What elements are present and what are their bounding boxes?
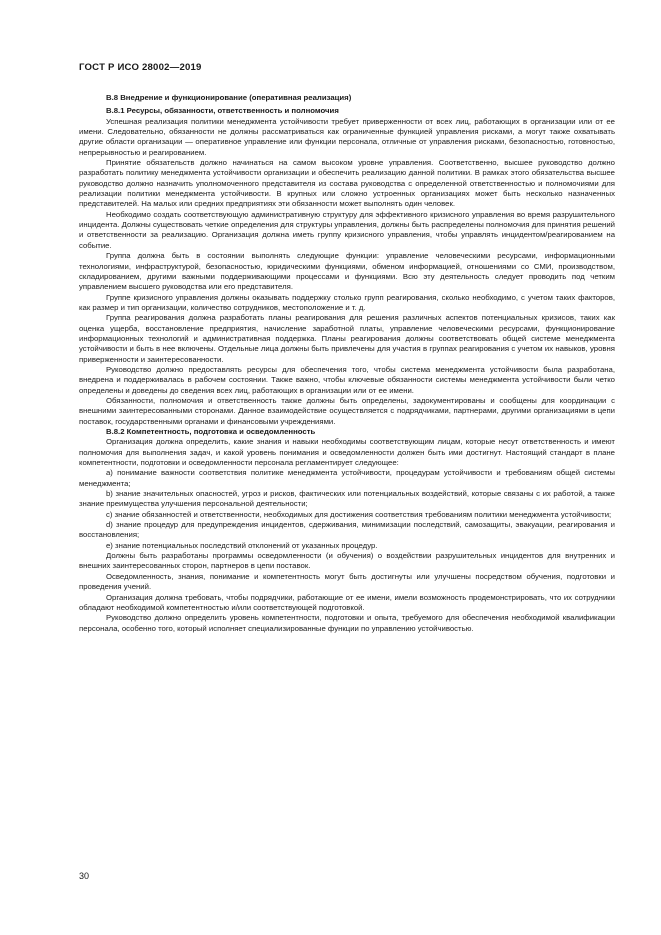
paragraph: Руководство должно предоставлять ресурсы для обеспечения того, чтобы система менеджмента устойчивости была разработана, внедрена и поддерживалась в рабочем состоянии. Также важно, чтобы ключевые обязанности системы менеджмента устойчивости были четко определены и доведены до сведения всех лиц, работающих в организации или от ее имени. (79, 364, 615, 395)
list-item: a) понимание важности соответствия политике менеджмента устойчивости, процедурам устойчивости и требованиям общей системы менеджмента; (79, 468, 615, 488)
document-header: ГОСТ Р ИСО 28002—2019 (79, 62, 202, 73)
paragraph: Группа должна быть в состоянии выполнять следующие функции: управление человеческими ресурсами, информационными технологиями, инфраструктурой, безопасностью, юридическими функциями, обменом информацией, отношениями со СМИ, производством, складированием, другими важными поддерживающими процессами и функциями. Всю эту деятельность следует проводить под четким управлением высшего руководства или его представителя. (79, 251, 615, 292)
paragraph: Организация должна требовать, чтобы подрядчики, работающие от ее имени, имели возможность продемонстрировать, что их сотрудники обладают необходимой компетентностью и/или соответствующей подготовкой. (79, 592, 615, 612)
page-number: 30 (79, 871, 90, 881)
paragraph: Группа реагирования должна разработать планы реагирования для решения различных аспектов потенциальных кризисов, таких как оценка ущерба, восстановление предприятия, начисление заработной платы, управление человеческими ресурсами, функционирование информационных технологий и административная поддержка. Планы реагирования должны соответствовать общей системе менеджмента устойчивости и быть в нее включены. Отдельные лица должны быть привлечены для участия в группах реагирования с учетом их навыков, уровня приверженности и заинтересованности. (79, 313, 615, 364)
paragraph: Обязанности, полномочия и ответственность также должны быть определены, задокументированы и сообщены для координации с внешними заинтересованными сторонами. Данное взаимодействие осуществляется с подрядчиками, партнерами, другими организациями в цепи поставок, государственными органами и финансовыми учреждениями. (79, 395, 615, 426)
document-body (79, 93, 615, 634)
list-item: d) знание процедур для предупреждения инцидентов, сдерживания, минимизации последствий, самозащиты, эвакуации, реагирования и восстановления; (79, 520, 615, 540)
paragraph: Осведомленность, знания, понимание и компетентность могут быть достигнуты или улучшены посредством обучения, подготовки и проведения учений. (79, 571, 615, 592)
paragraph: Успешная реализация политики менеджмента устойчивости требует приверженности от всех лиц, работающих в организации или от ее имени. Следовательно, обязанности не должны рассматриваться как ограниченные функцией управления рисками, а могут также охватывать другие области организации — оперативное управление или функции персонала, отличные от управления рисками, безопасностью, готовностью, непрерывностью и реагированием. (79, 116, 615, 157)
paragraph: Организация должна определить, какие знания и навыки необходимы соответствующим лицам, которые несут ответственность и имеют полномочия для выполнения задач, и какой уровень понимания и осведомленности должен быть ими достигнут. Настоящий стандарт в плане компетентности, подготовки и осведомленности персонала регламентирует следующее: (79, 437, 615, 468)
paragraph: Группе кризисного управления должны оказывать поддержку столько групп реагирования, сколько необходимо, с учетом таких факторов, как размер и тип организации, количество сотрудников, местоположение и т. д. (79, 292, 615, 312)
list-item: b) знание значительных опасностей, угроз и рисков, фактических или потенциальных воздействий, которые связаны с их работой, а также знание преимущества улучшения персональной деятельности; (79, 489, 615, 509)
paragraph: Необходимо создать соответствующую административную структуру для эффективного кризисного управления во время разрушительного инцидента. Должны существовать четкие определения для структуры управления, должны быть распределены полномочия для принятия решений и ответственности за реализацию. Организация должна иметь группу кризисного управления, чтобы управлять инцидентом/реагированием на событие. (79, 209, 615, 250)
paragraph: Должны быть разработаны программы осведомленности (и обучения) о воздействии разрушительных инцидентов для внутренних и внешних заинтересованных сторон, партнеров в цепи поставок. (79, 551, 615, 571)
subsection-heading-b82: B.8.2 Компетентность, подготовка и осведомленность (106, 427, 316, 436)
paragraph: Принятие обязательств должно начинаться на самом высоком уровне управления. Соответственно, высшее руководство должно разработать политику менеджмента устойчивости организации и обеспечить реализацию данной политики. В рамках этого обязательства высшее руководство должно назначить уполномоченного представителя из состава руководства с определенной ответственностью и полномочиями для реализации политики менеджмента устойчивости. В крупных или сложно устроенных организациях может быть несколько назначенных представителей. На малых или средних предприятиях эти обязанности может выполнять один человек. (79, 158, 615, 209)
section-heading-b8: B.8 Внедрение и функционирование (оперативная реализация) (106, 93, 352, 102)
subsection-heading-b81: B.8.1 Ресурсы, обязанности, ответственность и полномочия (106, 106, 339, 116)
list-item: e) знание потенциальных последствий отклонений от указанных процедур. (106, 540, 378, 550)
list-item: c) знание обязанностей и ответственности, необходимых для достижения соответствия требованиям политики менеджмента устойчивости; (106, 509, 612, 519)
paragraph: Руководство должно определить уровень компетентности, подготовки и опыта, требуемого для обеспечения необходимой квалификации персонала, особенно того, который исполняет специализированные функции по управлению устойчивостью. (79, 613, 615, 633)
